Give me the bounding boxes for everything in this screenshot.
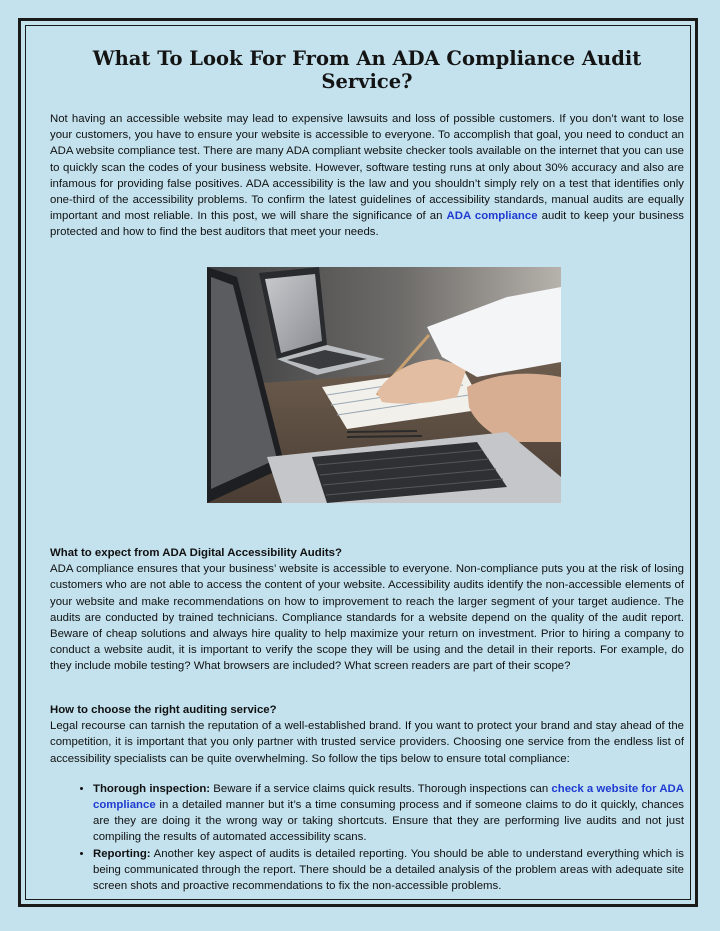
section-choosing xyxy=(50,702,684,894)
section-expectations xyxy=(50,545,684,675)
intro-paragraph xyxy=(50,111,684,241)
page-border xyxy=(18,18,698,907)
bullet-label: Thorough inspection: xyxy=(93,782,211,795)
intro-text: Not having an accessible website may lead to expensive lawsuits and loss of possible customers. If you don’t want to lose your customers, you have to ensure your website is accessible to everyone. To accomplish that goal, you need to conduct an ADA website compliance test. There are many ADA compliant website checker tools available on the internet that you can use to quickly scan the codes of your business website. However, software testing runs at only about 30% accuracy and also are infamous for providing false positives. ADA accessibility is the law and you shouldn’t simply rely on a test that identifies only one-third of the accessibility problems. To confirm the latest guidelines of accessibility standards, manual audits are equally important and most reliable. In this post, we will share the significance of an xyxy=(50,113,684,223)
document-content xyxy=(50,34,685,893)
document-title: What To Look For From An ADA Compliance Audit Service? xyxy=(92,47,642,93)
bullet-text-end: in a detailed manner but it’s a time consuming process and if someone claims to do it quickly, chances are they are doing it the wrong way or taking shortcuts. Ensure that they are performing live audits and not just compiling the results of automated accessibility scans. xyxy=(93,799,684,844)
tips-list xyxy=(50,781,684,894)
bullet-text: Beware if a service claims quick results. Thorough inspections can xyxy=(210,782,552,795)
check-website-link[interactable]: check a website for ADA compliance xyxy=(93,782,685,812)
list-item-reporting xyxy=(93,846,684,895)
ada-compliance-link[interactable]: ADA compliance xyxy=(446,210,538,223)
section2-heading: How to choose the right auditing service? xyxy=(50,704,277,716)
section1-heading: What to expect from ADA Digital Accessibility Audits? xyxy=(50,547,342,559)
photo-illustration xyxy=(207,267,561,503)
bullet-text: Another key aspect of audits is detailed reporting. You should be able to understand everything which is being communicated through the report. There should be a detailed analysis of the problem areas with adequate site screen shots and proactive recommendations to fix the non-accessible problems. xyxy=(93,847,684,893)
section1-body: ADA compliance ensures that your business’ website is accessible to everyone. Non-compliance puts you at the risk of losing customers who are not able to access the content of your website. Accessibility audits identify the non-accessible elements of your website and make recommendations on how to improvement to reach the larger segment of your target audience. The audits are conducted by trained technicians. Compliance standards for a website depend on the quality of the audit report. Beware of cheap solutions and always hire quality to help maximize your return on investment. Prior to hiring a company to conduct a website audit, it is important to verify the scope they will be using and the detail in their reports. For example, do they include mobile testing? What browsers are included? What screen readers are part of their scope? xyxy=(50,563,684,673)
laptop-meeting-photo xyxy=(207,267,561,503)
page-inner-border xyxy=(25,25,691,900)
section2-body: Legal recourse can tarnish the reputation of a well-established brand. If you want to protect your brand and stay ahead of the competition, it is important that you only partner with trusted service providers. Choosing one service from the endless list of accessibility specialists can be quite overwhelming. So follow the tips below to ensure total compliance: xyxy=(50,720,684,765)
bullet-label: Reporting: xyxy=(93,847,151,860)
intro-text-end: audit to keep your business protected and how to find the best auditors that meet your needs. xyxy=(50,210,684,239)
list-item-thorough-inspection xyxy=(93,781,684,846)
